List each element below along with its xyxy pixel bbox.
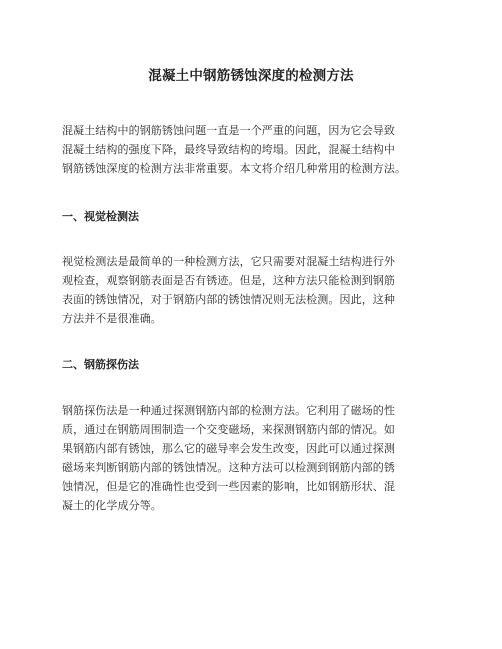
- section-line: 蚀情况，但是它的准确性也受到一些因素的影响，比如钢筋形状、混: [62, 480, 395, 493]
- section-heading-flaw-detection: 二、钢筋探伤法: [62, 358, 139, 371]
- section-line: 视觉检测法是最简单的一种检测方法，它只需要对混凝土结构进行外: [62, 255, 395, 268]
- section-line: 磁场来判断钢筋内部的锈蚀情况。这种方法可以检测到钢筋内部的锈: [62, 461, 395, 474]
- section-line: 方法并不是很准确。: [62, 312, 162, 325]
- section-line: 质，通过在钢筋周围制造一个交变磁场，来探测钢筋内部的情况。如: [62, 423, 395, 436]
- intro-line: 钢筋锈蚀深度的检测方法非常重要。本文将介绍几种常用的检测方法。: [62, 162, 407, 175]
- section-line: 凝土的化学成分等。: [62, 499, 162, 512]
- section-heading-visual: 一、视觉检测法: [62, 210, 139, 223]
- section-line: 表面的锈蚀情况，对于钢筋内部的锈蚀情况则无法检测。因此，这种: [62, 293, 395, 306]
- section-line: 果钢筋内部有锈蚀，那么它的磁导率会发生改变，因此可以通过探测: [62, 442, 395, 455]
- section-line: 观检查，观察钢筋表面是否有锈迹。但是，这种方法只能检测到钢筋: [62, 274, 395, 287]
- intro-line: 混凝土结构的强度下降，最终导致结构的垮塌。因此，混凝土结构中: [62, 143, 395, 156]
- document-title: 混凝土中钢筋锈蚀深度的检测方法: [148, 68, 354, 84]
- intro-line: 混凝土结构中的钢筋锈蚀问题一直是一个严重的问题，因为它会导致: [62, 124, 395, 137]
- section-line: 钢筋探伤法是一种通过探测钢筋内部的检测方法。它利用了磁场的性: [62, 404, 395, 417]
